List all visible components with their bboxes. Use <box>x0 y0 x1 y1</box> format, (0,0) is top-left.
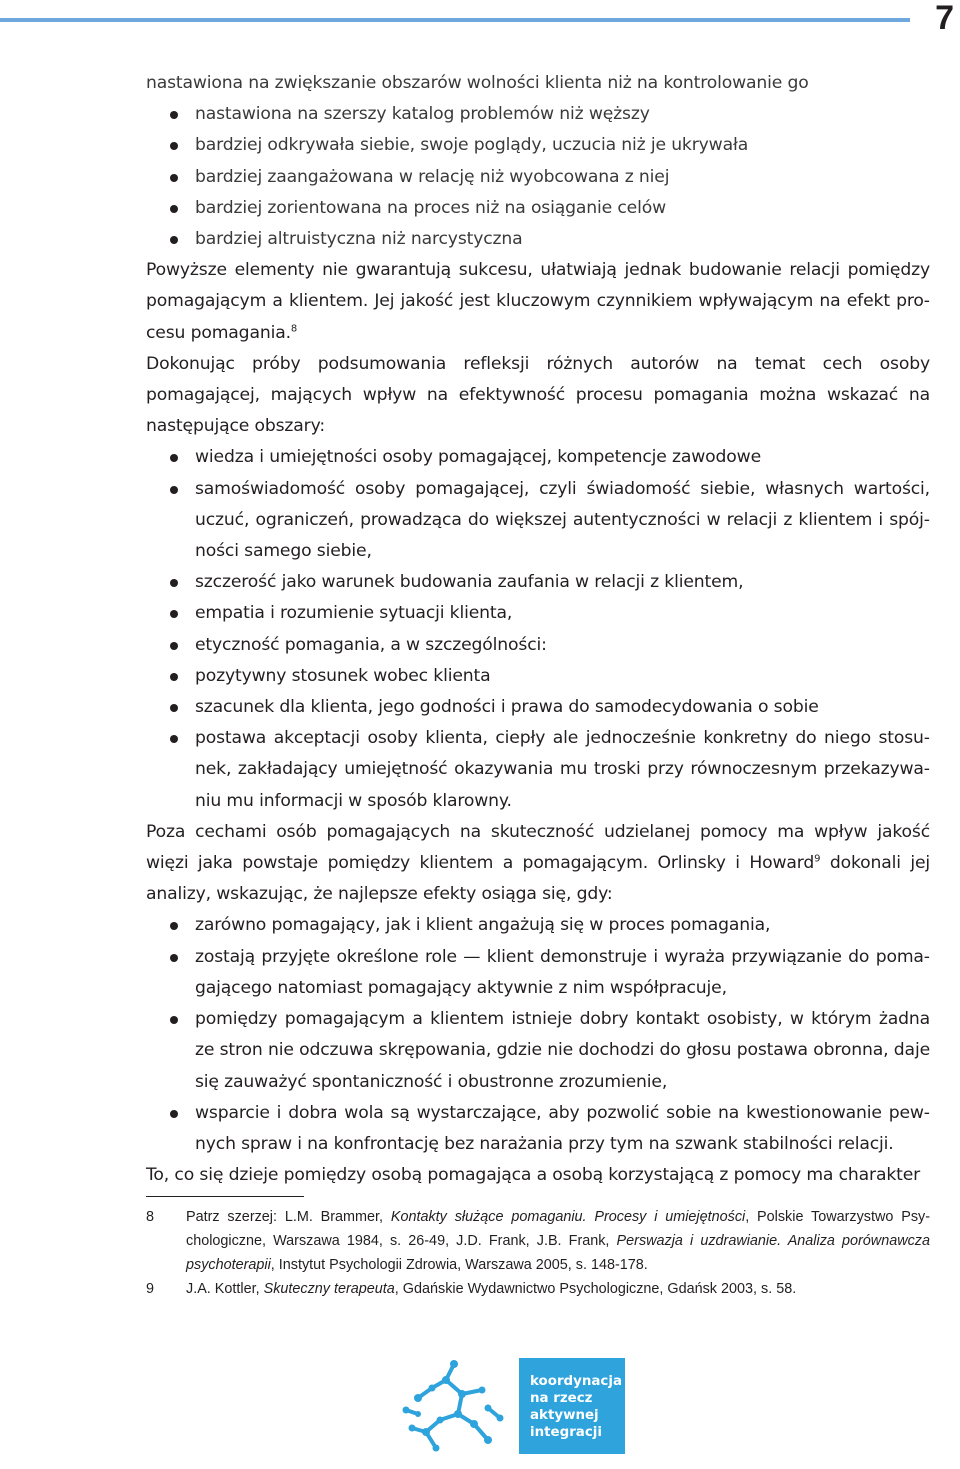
page-number: 7 <box>935 0 954 37</box>
footnote-title: Perswazja i uzdrawianie. Analiza porównawcza psychoterapii <box>186 1233 930 1273</box>
header-rule <box>0 18 910 22</box>
list-item: pozytywny stosunek wobec klienta <box>146 661 930 692</box>
footnote-divider <box>146 1196 304 1197</box>
paragraph-text: Poza cechami osób pomagających na skuteczność udzielanej pomocy ma wpływ jakość więzi jaka powstaje pomiędzy klientem a pomagającym. Orlinsky i Howard <box>146 821 930 874</box>
logo-line: na rzecz <box>530 1391 593 1406</box>
list-item: szczerość jako warunek budowania zaufania w relacji z klientem, <box>146 567 930 598</box>
list-item: postawa akceptacji osoby klienta, ciepły ale jednocześnie konkretny do niego stosunek, zakładający umiejętność okazywania mu troski przy równoczesnym przekazywaniu mu informacji w sposób klarowny. <box>146 723 930 817</box>
footnote-text: J.A. Kottler, <box>186 1281 264 1297</box>
list-item: wsparcie i dobra wola są wystarczające, aby pozwolić sobie na kwestionowanie pewnych spraw i na konfrontację bez narażania przy tym na szwank stabilności relacji. <box>146 1098 930 1160</box>
footnote <box>146 1205 930 1277</box>
paragraph-bond <box>146 817 930 911</box>
footnotes <box>146 1205 930 1301</box>
areas-list <box>146 442 930 816</box>
traits-list <box>146 99 930 255</box>
footnote <box>146 1277 930 1301</box>
list-item: bardziej zaangażowana w relację niż wyobcowana z niej <box>146 162 930 193</box>
paragraph-text: Powyższe elementy nie gwarantują sukcesu, ułatwiają jednak budowanie relacji pomiędzy pomagającym a klientem. Jej jakość jest kluczowym czynnikiem wpływającym na efekt procesu pomagania. <box>146 260 930 343</box>
intro-line: nastawiona na zwiększanie obszarów wolności klienta niż na kontrolowanie go <box>146 73 809 93</box>
list-item: zarówno pomagający, jak i klient angażują się w proces pomagania, <box>146 910 930 941</box>
list-item: bardziej altruistyczna niż narcystyczna <box>146 224 930 255</box>
paragraph-relationship <box>146 255 930 349</box>
logo-text-box <box>519 1358 625 1454</box>
conditions-list <box>146 910 930 1160</box>
footnote-text: , Instytut Psychologii Zdrowia, Warszawa 2005, s. 148-178. <box>270 1257 648 1273</box>
list-item: szacunek dla klienta, jego godności i prawa do samodecydowania o sobie <box>146 692 930 723</box>
paragraph-closing: To, co się dzieje pomiędzy osobą pomagająca a osobą korzystającą z pomocy ma charakter <box>146 1165 921 1186</box>
footnote-ref: 9 <box>814 853 821 865</box>
list-item: pomiędzy pomagającym a klientem istnieje dobry kontakt osobisty, w którym żadna ze stron nie odczuwa skrępowania, gdzie nie dochodzi do głosu postawa obronna, daje się zauważyć spontaniczność i obustronne zrozumienie, <box>146 1004 930 1098</box>
list-item: bardziej zorientowana na proces niż na osiąganie celów <box>146 193 930 224</box>
page-body <box>146 68 930 1191</box>
footnote-number: 8 <box>146 1209 155 1225</box>
footnote-title: Kontakty służące pomaganiu. Procesy i umiejętności <box>390 1209 746 1225</box>
footnote-text: Patrz szerzej: L.M. Brammer, <box>186 1209 391 1225</box>
list-item: zostają przyjęte określone role — klient demonstruje i wyraża przywiązanie do pomagającego natomiast pomagający aktywnie z nim współpracuje, <box>146 942 930 1004</box>
logo-line: koordynacja <box>530 1374 622 1389</box>
paragraph-text: dokonali jej analizy, wskazując, że najlepsze efekty osiąga się, gdy: <box>146 853 930 905</box>
footnote-ref: 8 <box>290 322 298 334</box>
footnote-number: 9 <box>146 1281 155 1297</box>
footnote-title: Skuteczny terapeuta <box>263 1281 395 1297</box>
footnote-text: , Polskie Towarzystwo Psychologiczne, Warszawa 1984, s. 26-49, J.D. Frank, J.B. Frank, <box>186 1209 931 1249</box>
list-item: bardziej odkrywała siebie, swoje poglądy, uczucia niż je ukrywała <box>146 130 930 161</box>
logo-line: aktywnej <box>530 1408 599 1423</box>
list-item: wiedza i umiejętności osoby pomagającej, kompetencje zawodowe <box>146 442 930 473</box>
paragraph-summary: Dokonując próby podsumowania refleksji różnych autorów na temat cech osoby pomagającej, mających wpływ na efektywność procesu pomagania można wskazać na następujące obszary: <box>146 353 930 437</box>
list-item: empatia i rozumienie sytuacji klienta, <box>146 598 930 629</box>
list-item: etyczność pomagania, a w szczególności: <box>146 630 930 661</box>
logo-line: integracji <box>530 1425 602 1440</box>
footnote-text: , Gdańskie Wydawnictwo Psychologiczne, Gdańsk 2003, s. 58. <box>394 1281 797 1297</box>
list-item: nastawiona na szerszy katalog problemów niż węższy <box>146 99 930 130</box>
list-item: samoświadomość osoby pomagającej, czyli świadomość siebie, własnych wartości, uczuć, ograniczeń, prowadząca do większej autentyczności w relacji z klientem i spójności samego siebie, <box>146 474 930 568</box>
